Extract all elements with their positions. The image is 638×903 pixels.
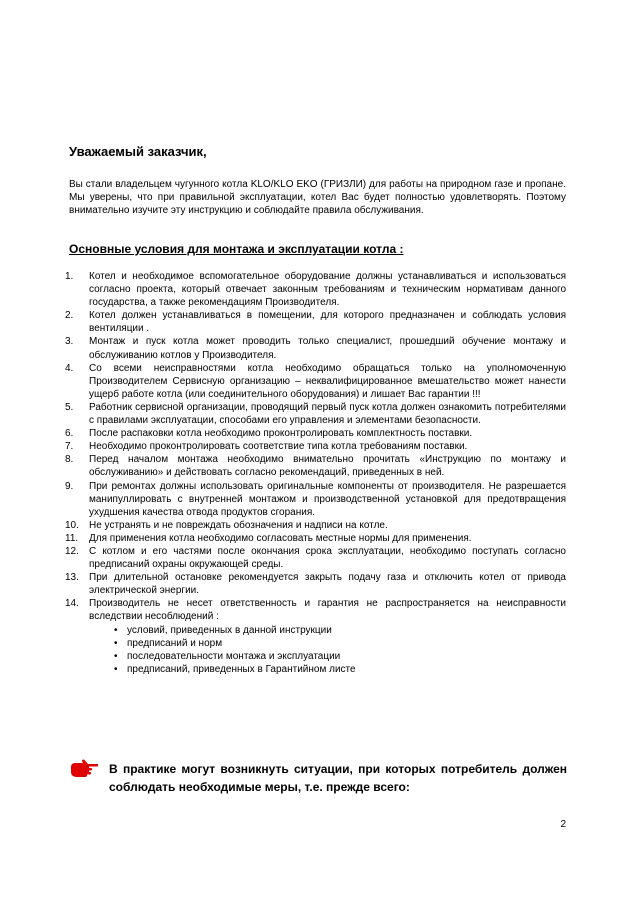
sub-bullet-text: условий, приведенных в данной инструкции [127,624,332,636]
list-item [64,427,566,440]
list-item [64,401,566,427]
list-item-number: 11. [65,532,79,544]
sub-bullet-item [114,663,566,676]
list-item-number: 2. [65,310,74,322]
list-item-text: Работник сервисной организации, проводящий первый пуск котла должен ознакомить потребителями с правилами эксплуатации, способами его управления и элементами безопасности. [89,401,566,427]
list-item [64,362,566,401]
sub-bullet-list [89,624,566,676]
list-item-number: 8. [65,454,74,466]
bullet-icon: • [114,663,118,675]
list-item [64,270,566,309]
list-item [64,440,566,453]
list-item-number: 5. [65,401,74,413]
list-item-text: После распаковки котла необходимо проконтролировать комплектность поставки. [89,428,473,440]
bullet-icon: • [114,650,118,662]
list-item-number: 4. [65,362,74,374]
list-item [64,571,566,597]
sub-bullet-item [114,637,566,650]
list-item-number: 3. [65,336,74,348]
list-item-text: При ремонтах должны использовать оригинальные компоненты от производителя. Не разрешается манипуллировать с внутренней монтажом и производственной установкой для предотвращения ухудшения качества отвода продуктов сгорания. [89,480,566,518]
list-item-text: Перед началом монтажа необходимо внимательно прочитать «Инструкцию по монтажу и обслуживанию» и действовать согласно рекомендаций, приведенных в ней. [89,454,566,479]
list-item-text: Производитель не несет ответственность и гарантия не распространяется на неисправности вследствии несоблюдений : [89,598,566,623]
list-item-text: Котел и необходимое вспомогательное оборудование должны устанавливаться и использоваться согласно проекта, который отвечает законным требованиям и техническим нормативам данного государства, а также рекомендациям Производителя. [89,271,566,309]
list-item [64,480,566,519]
list-item-number: 7. [65,441,74,453]
list-item-number: 9. [65,480,74,492]
intro-paragraph: Вы стали владельцем чугунного котла KLO/KLO EKO (ГРИЗЛИ) для работы на природном газе и пропане. Мы уверены, что при правильной эксплуатации, котел Вас будет полностью удовлетворять. Поэтому внимательно изучите эту инструкцию и соблюдайте правила обслуживания. [69,179,566,217]
list-item-text: При длительной остановке рекомендуется закрыть подачу газа и отключить котел от привода электрической энергии. [89,572,566,597]
list-item [64,545,566,571]
list-item-number: 1. [65,271,74,282]
sub-bullet-item [114,650,566,663]
page-number: 2 [560,819,566,830]
bullet-icon: • [114,624,118,636]
sub-bullet-text: предписаний и норм [127,637,223,649]
list-item [64,309,566,335]
sub-bullet-text: последовательности монтажа и эксплуатации [127,650,341,662]
pointing-hand-icon [69,758,99,778]
list-item-number: 6. [65,428,74,440]
list-item-number: 13. [65,572,79,584]
list-item [64,453,566,479]
list-item [64,532,566,545]
list-item-text: С котлом и его частями после окончания срока эксплуатации, необходимо поступать согласно предписаний охраны окружающей среды. [89,545,566,571]
list-item [64,597,566,676]
notice-block [69,758,569,798]
list-item-text: Котел должен устанавливаться в помещении, для которого предназначен и соблюдать условия вентиляции . [89,310,566,335]
list-item [64,519,566,532]
list-item-text: Со всеми неисправностями котла необходимо обращаться только на уполномоченную Производителем Сервисную организацию – неквалифицированное вмешательство может нанести ущерб работе котла (или соединительного оборудования) и лишает Вас гарантии !!! [89,362,566,400]
list-item-number: 12. [65,545,79,557]
list-item-number: 14. [65,598,79,610]
bullet-icon: • [114,637,118,649]
sub-bullet-item [114,624,566,637]
list-item [64,335,566,361]
section-title: Основные условия для монтажа и эксплуатации котла : [69,242,404,256]
greeting-heading: Уважаемый заказчик, [69,144,207,159]
list-item-number: 10. [65,519,79,531]
sub-bullet-text: предписаний, приведенных в Гарантийном листе [127,663,356,675]
notice-text: В практике могут возникнуть ситуации, при которых потребитель должен соблюдать необходимые меры, т.е. прежде всего: [109,762,567,794]
list-item-text: Необходимо проконтролировать соответствие типа котла требованиям поставки. [89,441,468,453]
list-item-text: Монтаж и пуск котла может проводить только специалист, прошедший обучение монтажу и обслуживанию котлов у Производителя. [89,336,566,361]
conditions-list [64,270,566,676]
list-item-text: Не устранять и не повреждать обозначения и надписи на котле. [89,519,388,531]
list-item-text: Для применения котла необходимо согласовать местные нормы для применения. [89,532,472,544]
